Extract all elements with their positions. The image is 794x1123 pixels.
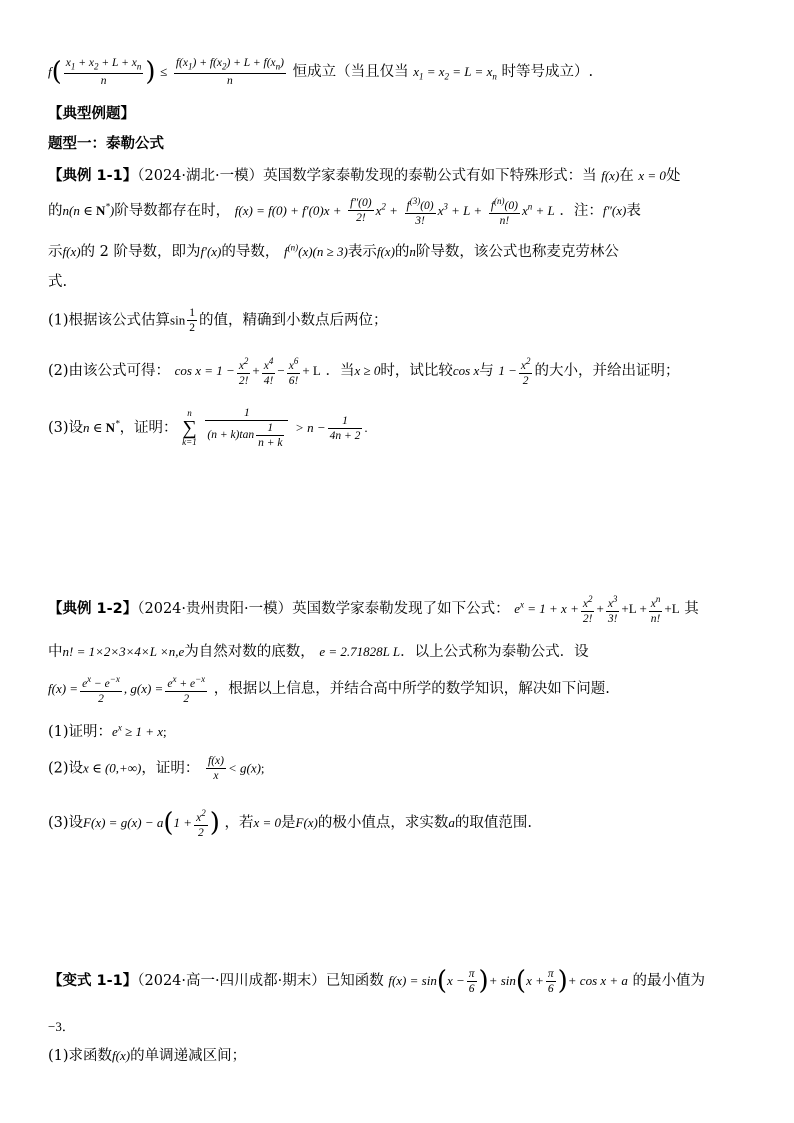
part-2: (2)设x ∈ (0,+∞)，证明： $\frac{f(x)}{x}$ < g(x); xyxy=(48,755,265,782)
section-heading: 【典型例题】 xyxy=(48,106,135,122)
jensen-line: f( $\frac{x_1 + x_2 + L + x_n}{n}$ ) ≤ $\frac{f(x_1) + f(x_2) + L + f(x_n)}{n}$ 恒成立（当且仅当 $x_1 = x_2 = L = x_n$ 时等号成立）. xyxy=(48,57,594,88)
variant-1-1-line-1: 【变式 1-1】（2024·高一·四川成都·期末）已知函数 f(x) = sin(x − $\frac{\pi}{6}$ )+ sin(x + $\frac{\pi}{6}$ )+ cos x + a 的最小值为 xyxy=(48,966,706,996)
example-1-1-line-1: 【典例 1-1】（2024·湖北·一模）英国数学家泰勒发现的泰勒公式有如下特殊形式：当 f(x)在 x = 0处 xyxy=(48,168,681,184)
variant-1-1-line-2: −3． xyxy=(48,1019,75,1034)
example-1-1-line-4: 式. xyxy=(48,274,68,290)
example-1-1-line-3: 示f(x)的 2 阶导数，即为f′(x)的导数， $f^{(n)}(x)(n \ge 3)$表示f(x)的n阶导数，该公式也称麦克劳林公 xyxy=(48,242,619,260)
example-1-2-line-2: 中n! = 1×2×3×4×L ×n,e为自然对数的底数， e = 2.71828L L．以上公式称为泰勒公式．设 xyxy=(48,644,589,660)
example-1-2-line-1: 【典例 1-2】（2024·贵州贵阳·一模）英国数学家泰勒发现了如下公式： $e^x = 1 + x$ + $\frac{x^2}{2!}$ + $\frac{x^3}{3!}$ +L + $\frac{x^n}{n!}$ +L 其 xyxy=(48,594,699,625)
question-3: (3)设n ∈ N*，证明： n ∑ k=1 1 (n + k)tan $\frac{1}{n + k}$ > n − $\frac{1}{4n + 2}$ . xyxy=(48,407,368,449)
example-1-1-line-2: 的n(n ∈ N*)阶导数都存在时， f(x) = f(0) + f′(0)x + $\frac{f''(0)}{2!}$ $x^2$ + $\frac{f^{(3)}(0)}{3!}$ $x^3 + L$ + $\frac{f^{(n)}(0)}{n!}$ $x^n + L$ ．注：f″(x)表 xyxy=(48,196,641,227)
question-2: (2)由该公式可得： cos x = 1 − $\frac{x^2}{2!}$ + $\frac{x^4}{4!}$ − $\frac{x^6}{6!}$ + L ．当x ≥ 0时，试比较cos x与 1 − $\frac{x^2}{2}$ 的大小，并给出证明； xyxy=(48,356,680,387)
topic-heading: 题型一：泰勒公式 xyxy=(48,136,164,152)
variant-question-1: (1)求函数f(x)的单调递减区间； xyxy=(48,1048,247,1064)
part-1: (1)证明：$e^x \ge 1 + x$; xyxy=(48,722,167,740)
part-3: (3)设F(x) = g(x) − a(1 + $\frac{x^2}{2}$ ) ，若x = 0是F(x)的极小值点，求实数a的取值范围. xyxy=(48,807,532,839)
question-1: (1)根据该公式估算sin $\frac{1}{2}$ 的值，精确到小数点后两位； xyxy=(48,307,388,334)
example-1-2-line-3: f(x) = $\frac{e^x - e^{-x}}{2}$ , g(x) = $\frac{e^x + e^{-x}}{2}$ ，根据以上信息，并结合高中所学的数学知识，解决如下问题. xyxy=(48,674,610,705)
